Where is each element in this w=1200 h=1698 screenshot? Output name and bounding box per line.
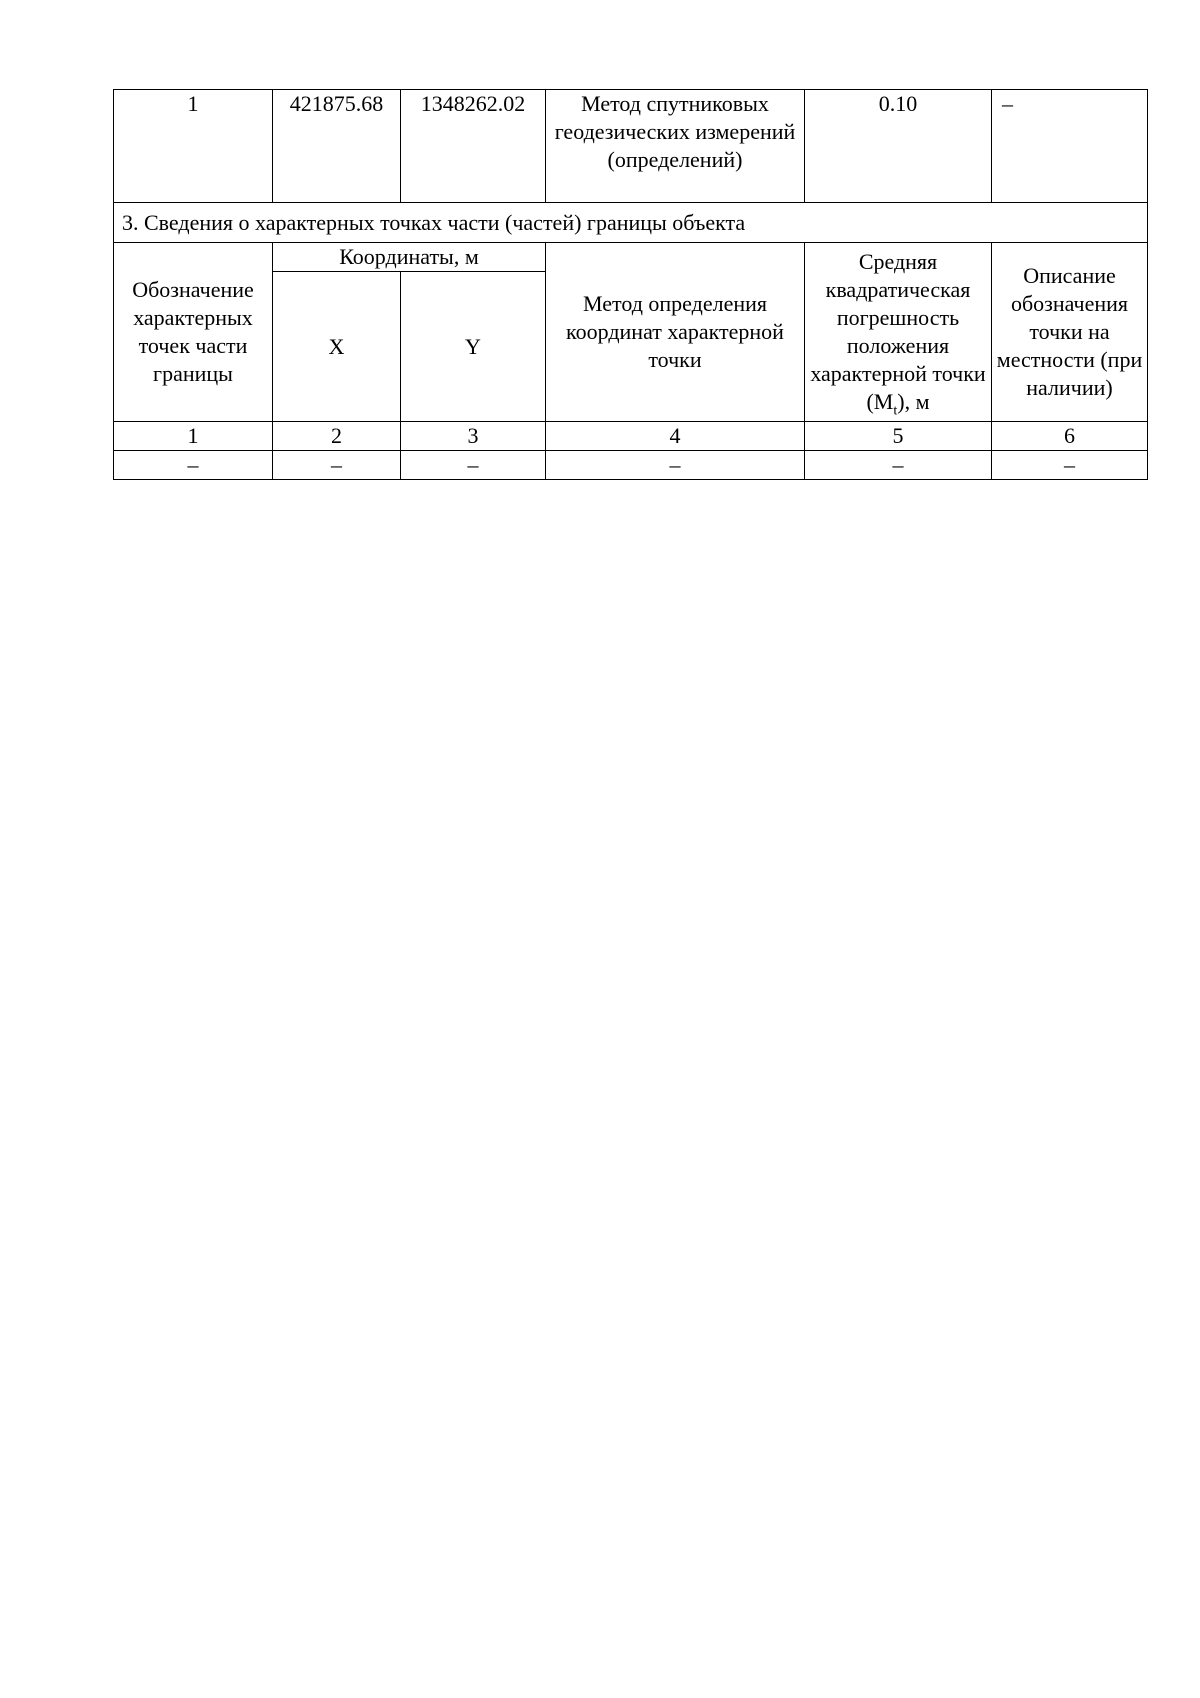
table-row (114, 451, 1148, 480)
coordinates-table (113, 89, 1148, 480)
point-number-cell: 1 (114, 90, 273, 203)
column-number: 5 (805, 422, 992, 451)
header-method: Метод определения координат характерной точки (546, 243, 805, 422)
header-accuracy-unit: ), м (897, 389, 930, 414)
column-number: 6 (992, 422, 1148, 451)
description-cell: – (992, 90, 1148, 203)
column-number: 3 (401, 422, 546, 451)
accuracy-cell: 0.10 (805, 90, 992, 203)
method-cell: Метод спутниковых геодезических измерений (определений) (546, 90, 805, 203)
header-point-designation: Обозначение характерных точек части границы (114, 243, 273, 422)
header-accuracy-subscript: t (893, 403, 898, 419)
header-row-top (114, 243, 1148, 272)
table-cell: – (273, 451, 401, 480)
table-cell: – (992, 451, 1148, 480)
header-coordinates: Координаты, м (273, 243, 546, 272)
column-numbers-row (114, 422, 1148, 451)
table-cell: – (805, 451, 992, 480)
y-coordinate-cell: 1348262.02 (401, 90, 546, 203)
x-coordinate-cell: 421875.68 (273, 90, 401, 203)
table-cell: – (401, 451, 546, 480)
header-accuracy (805, 243, 992, 422)
header-y: Y (401, 272, 546, 422)
section-title-row (114, 203, 1148, 243)
header-x: X (273, 272, 401, 422)
header-description: Описание обозначения точки на местности (при наличии) (992, 243, 1148, 422)
column-number: 2 (273, 422, 401, 451)
section-3-title: 3. Сведения о характерных точках части (частей) границы объекта (114, 203, 1148, 243)
column-number: 4 (546, 422, 805, 451)
document-page (113, 89, 1147, 480)
table-cell: – (546, 451, 805, 480)
table-row (114, 90, 1148, 203)
column-number: 1 (114, 422, 273, 451)
header-accuracy-text: Средняя квадратическая погрешность положения характерной точки (M (810, 249, 986, 414)
table-cell: – (114, 451, 273, 480)
